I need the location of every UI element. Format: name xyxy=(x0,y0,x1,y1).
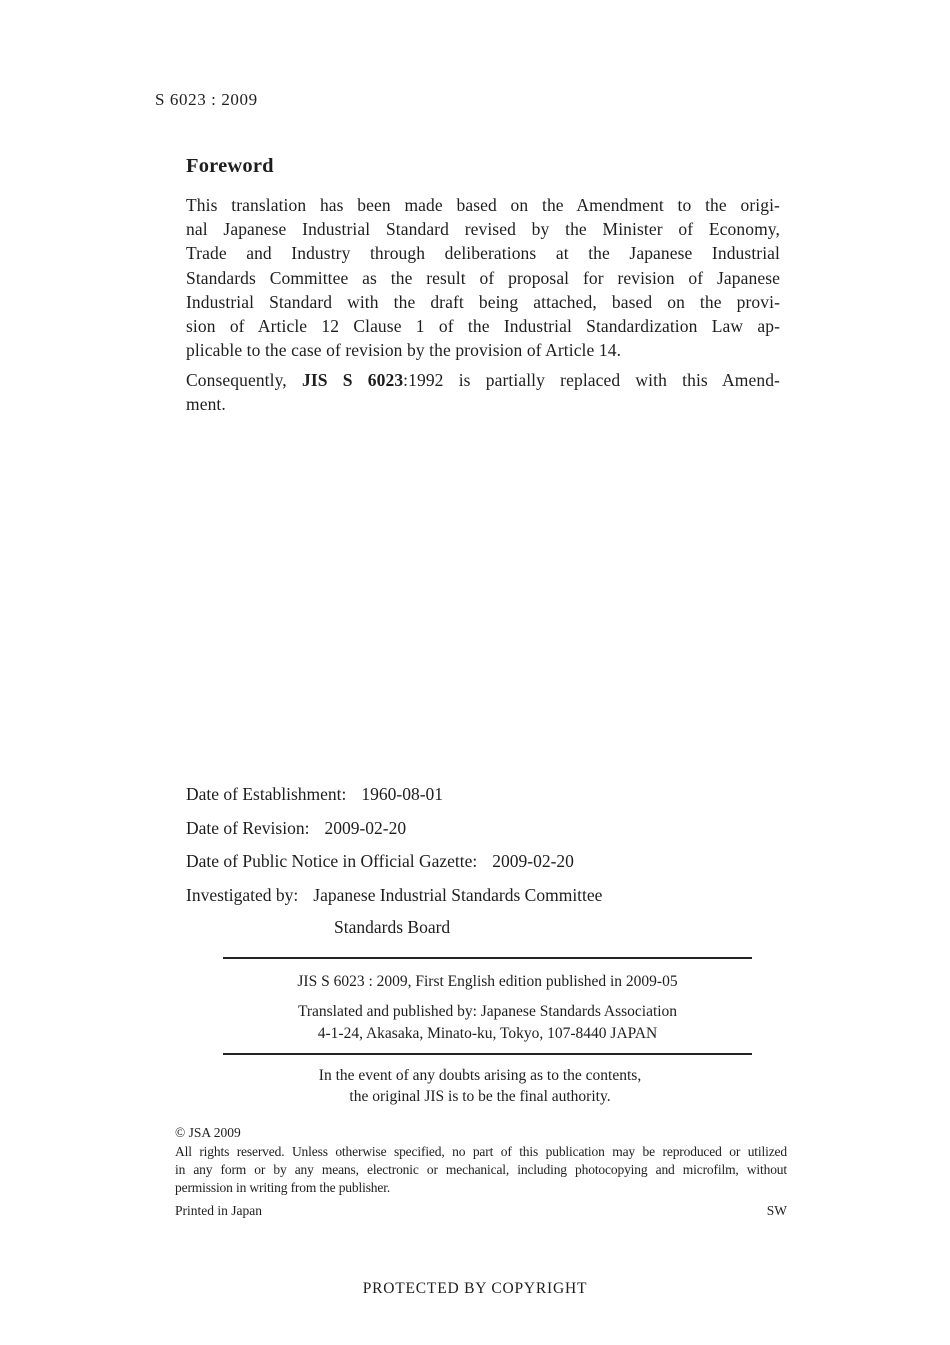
printed-row xyxy=(175,1203,787,1219)
dates-block xyxy=(186,778,786,912)
date-label: Investigated by: xyxy=(186,884,299,905)
date-row-revision xyxy=(186,812,786,846)
copyright-holder: © JSA 2009 xyxy=(175,1125,241,1140)
print-code: SW xyxy=(766,1203,787,1218)
horizontal-rule-top xyxy=(223,957,752,959)
publication-address-line: 4-1-24, Akasaka, Minato-ku, Tokyo, 107-8440 JAPAN xyxy=(317,1025,658,1042)
paragraph-line: plicable to the case of revision by the provision of Article 14. xyxy=(186,340,622,361)
publication-publisher-line: Translated and published by: Japanese Standards Association xyxy=(297,1003,678,1020)
doc-code: S 6023 : 2009 xyxy=(155,90,258,109)
paragraph-line: nal Japanese Industrial Standard revised by the Minister of Economy, xyxy=(186,219,780,240)
date-row-establishment xyxy=(186,778,786,812)
date-value: 1960-08-01 xyxy=(361,784,444,804)
paragraph-line: Standards Committee as the result of proposal for revision of Japanese xyxy=(186,267,780,288)
copyright-notice-line: permission in writing from the publisher. xyxy=(175,1180,391,1196)
printed-in-japan: Printed in Japan xyxy=(175,1203,262,1218)
paragraph-line: ment. xyxy=(186,394,226,415)
copyright-notice-line: All rights reserved. Unless otherwise specified, no part of this publication may be reproduced or utilized xyxy=(175,1144,787,1159)
date-label: Date of Public Notice in Official Gazette: xyxy=(186,851,478,871)
date-value: 2009-02-20 xyxy=(324,817,407,838)
standards-board-line: Standards Board xyxy=(334,917,451,937)
horizontal-rule-bottom xyxy=(223,1053,752,1055)
foreword-heading: Foreword xyxy=(186,155,274,177)
protected-by-copyright: PROTECTED BY COPYRIGHT xyxy=(362,1280,588,1297)
publication-edition-line: JIS S 6023 : 2009, First English edition published in 2009-05 xyxy=(297,973,678,990)
foreword-paragraph-1 xyxy=(186,193,780,362)
copyright-notice-line: in any form or by any means, electronic or mechanical, including photocopying and microfilm, without xyxy=(175,1162,787,1178)
standard-reference: JIS S 6023 xyxy=(301,370,404,390)
date-value: 2009-02-20 xyxy=(492,851,574,871)
paragraph-line: sion of Article 12 Clause 1 of the Industrial Standardization Law ap- xyxy=(186,316,780,337)
date-value: Japanese Industrial Standards Committee xyxy=(313,884,603,905)
date-label: Date of Revision: xyxy=(186,817,310,838)
paragraph-line xyxy=(186,368,780,392)
paragraph-line: Industrial Standard with the draft being attached, based on the provi- xyxy=(186,291,780,312)
disclaimer-line: In the event of any doubts arising as to the contents, xyxy=(318,1067,642,1084)
disclaimer-line: the original JIS is to be the final authority. xyxy=(349,1088,611,1105)
foreword-paragraph-2 xyxy=(186,368,780,416)
paragraph-line: Trade and Industry through deliberations at the Japanese Industrial xyxy=(186,243,780,264)
paragraph-text: :1992 is partially replaced with this Amend- xyxy=(403,370,780,390)
date-row-public-notice xyxy=(186,845,786,879)
date-label: Date of Establishment: xyxy=(186,784,347,804)
paragraph-text: Consequently, xyxy=(186,370,302,390)
paragraph-line: This translation has been made based on the Amendment to the origi- xyxy=(186,195,780,215)
investigated-by-row xyxy=(186,879,786,913)
copyright-block xyxy=(175,1124,787,1198)
